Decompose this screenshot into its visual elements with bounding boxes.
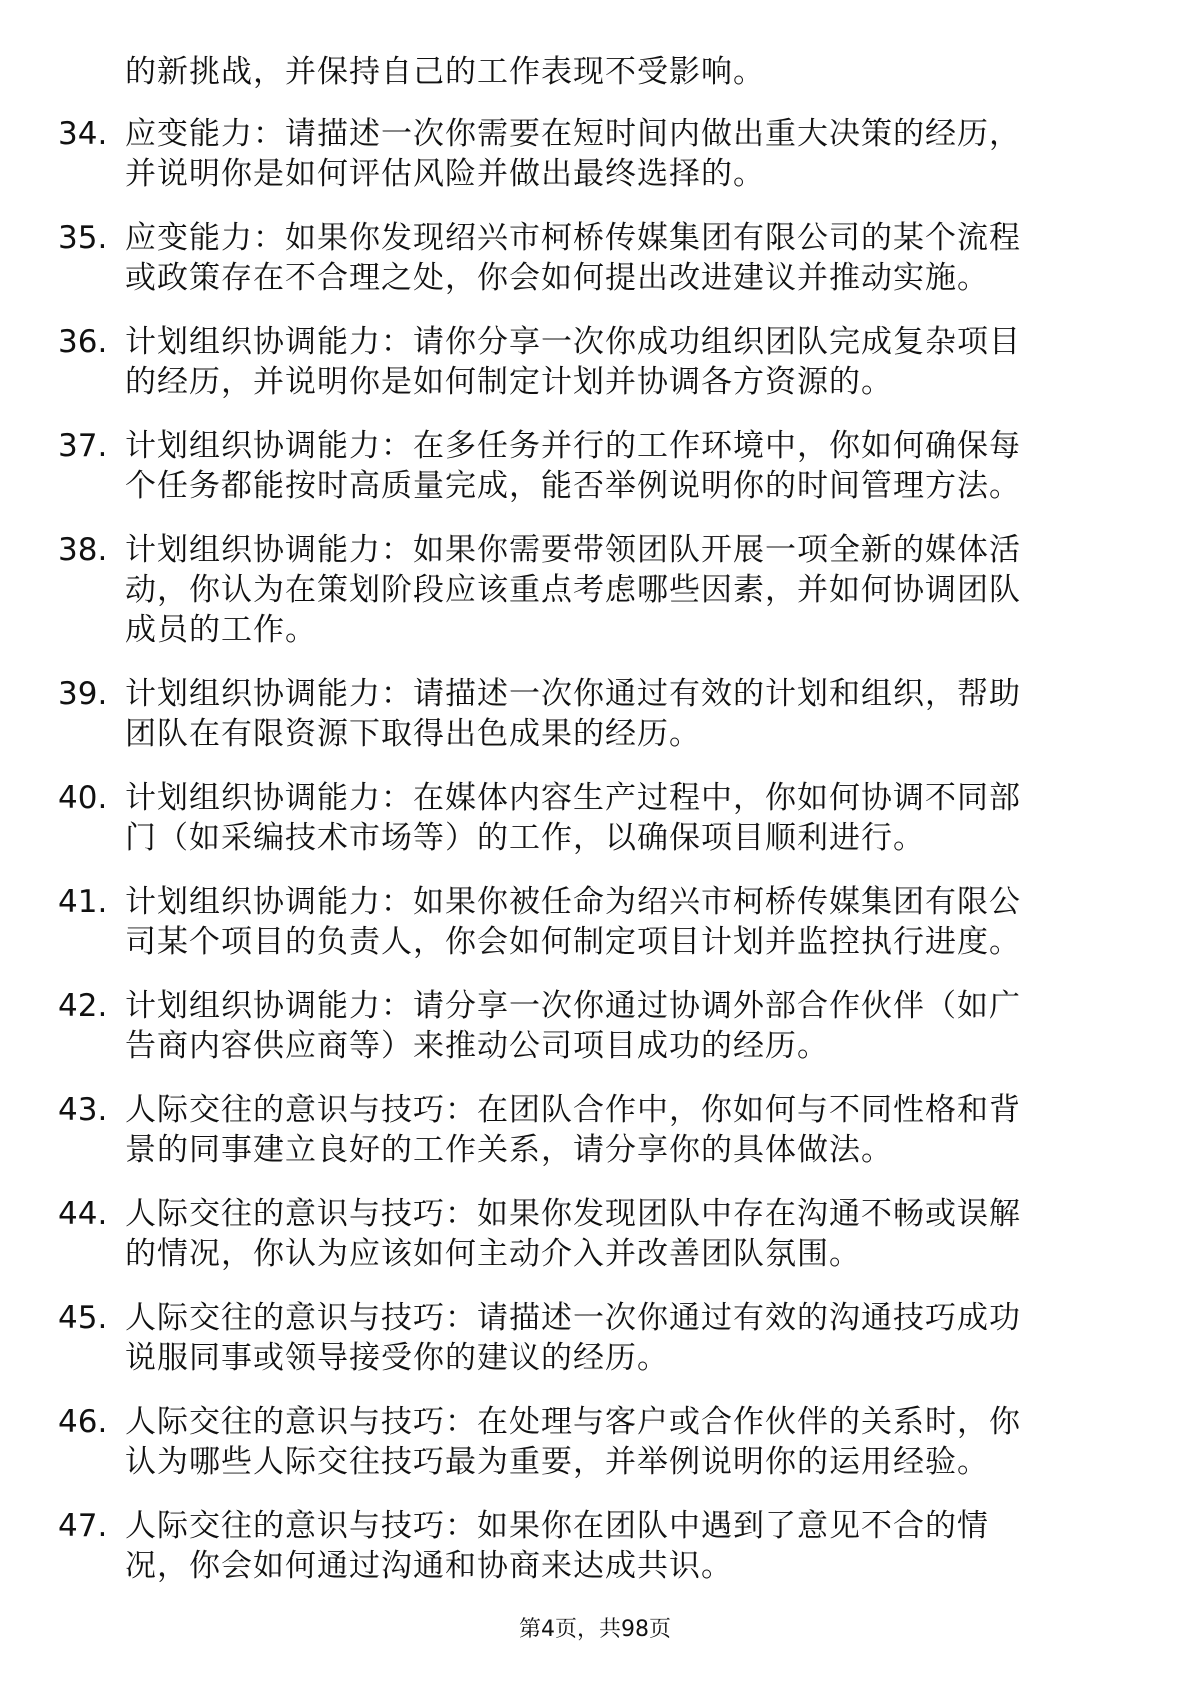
list-item: [0, 986, 1190, 1066]
question-text-line: 人际交往的意识与技巧：如果你在团队中遇到了意见不合的情: [125, 1508, 989, 1544]
question-number: 35.: [58, 220, 108, 256]
question-text-line: 人际交往的意识与技巧：在团队合作中，你如何与不同性格和背: [125, 1092, 1021, 1128]
list-item: [0, 1402, 1190, 1482]
list-item: [0, 1506, 1190, 1586]
question-text-line: 计划组织协调能力：如果你需要带领团队开展一项全新的媒体活: [125, 532, 1021, 568]
question-number: 42.: [58, 988, 108, 1024]
question-text-line: 个任务都能按时高质量完成，能否举例说明你的时间管理方法。: [125, 468, 1021, 504]
question-text-line: 或政策存在不合理之处，你会如何提出改进建议并推动实施。: [125, 260, 989, 296]
question-number: 41.: [58, 884, 108, 920]
list-item: [0, 114, 1190, 194]
question-text-line: 人际交往的意识与技巧：请描述一次你通过有效的沟通技巧成功: [125, 1300, 1021, 1336]
question-text-line: 门（如采编技术市场等）的工作，以确保项目顺利进行。: [125, 820, 925, 856]
question-text-line: 团队在有限资源下取得出色成果的经历。: [125, 716, 701, 752]
question-number: 44.: [58, 1196, 108, 1232]
list-item: [0, 1298, 1190, 1378]
question-number: 43.: [58, 1092, 108, 1128]
list-item: [0, 322, 1190, 402]
question-text-line: 成员的工作。: [125, 612, 317, 648]
list-item: [0, 882, 1190, 962]
list-item: [0, 1194, 1190, 1274]
question-number: 38.: [58, 532, 108, 568]
question-text-line: 计划组织协调能力：请描述一次你通过有效的计划和组织，帮助: [125, 676, 1021, 712]
list-item: [0, 778, 1190, 858]
question-text-line: 计划组织协调能力：请你分享一次你成功组织团队完成复杂项目: [125, 324, 1021, 360]
list-item: [0, 674, 1190, 754]
question-text-line: 的经历，并说明你是如何制定计划并协调各方资源的。: [125, 364, 893, 400]
question-number: 34.: [58, 116, 108, 152]
question-number: 36.: [58, 324, 108, 360]
question-text-line: 并说明你是如何评估风险并做出最终选择的。: [125, 156, 765, 192]
continued-question-text: 的新挑战，并保持自己的工作表现不受影响。: [125, 54, 765, 90]
question-text-line: 应变能力：如果你发现绍兴市柯桥传媒集团有限公司的某个流程: [125, 220, 1021, 256]
question-text-line: 说服同事或领导接受你的建议的经历。: [125, 1340, 669, 1376]
question-text-line: 计划组织协调能力：请分享一次你通过协调外部合作伙伴（如广: [125, 988, 1021, 1024]
list-item: [0, 1090, 1190, 1170]
question-text-line: 认为哪些人际交往技巧最为重要，并举例说明你的运用经验。: [125, 1444, 989, 1480]
question-text-line: 动，你认为在策划阶段应该重点考虑哪些因素，并如何协调团队: [125, 572, 1021, 608]
list-item: [0, 426, 1190, 506]
list-item: [0, 530, 1190, 650]
question-text-line: 计划组织协调能力：如果你被任命为绍兴市柯桥传媒集团有限公: [125, 884, 1021, 920]
page-number-footer: 第4页，共98页: [519, 1617, 671, 1642]
question-text-line: 计划组织协调能力：在多任务并行的工作环境中，你如何确保每: [125, 428, 1021, 464]
question-number: 37.: [58, 428, 108, 464]
question-number: 47.: [58, 1508, 108, 1544]
question-text-line: 人际交往的意识与技巧：如果你发现团队中存在沟通不畅或误解: [125, 1196, 1021, 1232]
question-number: 40.: [58, 780, 108, 816]
question-text-line: 况，你会如何通过沟通和协商来达成共识。: [125, 1548, 733, 1584]
question-text-line: 应变能力：请描述一次你需要在短时间内做出重大决策的经历，: [125, 116, 1021, 152]
question-text-line: 告商内容供应商等）来推动公司项目成功的经历。: [125, 1028, 829, 1064]
list-item: [0, 218, 1190, 298]
question-text-line: 司某个项目的负责人，你会如何制定项目计划并监控执行进度。: [125, 924, 1021, 960]
question-number: 46.: [58, 1404, 108, 1440]
question-text-line: 人际交往的意识与技巧：在处理与客户或合作伙伴的关系时，你: [125, 1404, 1021, 1440]
question-list: [0, 114, 1190, 1610]
question-number: 39.: [58, 676, 108, 712]
question-number: 45.: [58, 1300, 108, 1336]
question-text-line: 计划组织协调能力：在媒体内容生产过程中，你如何协调不同部: [125, 780, 1021, 816]
question-text-line: 景的同事建立良好的工作关系，请分享你的具体做法。: [125, 1132, 893, 1168]
question-text-line: 的情况，你认为应该如何主动介入并改善团队氛围。: [125, 1236, 861, 1272]
